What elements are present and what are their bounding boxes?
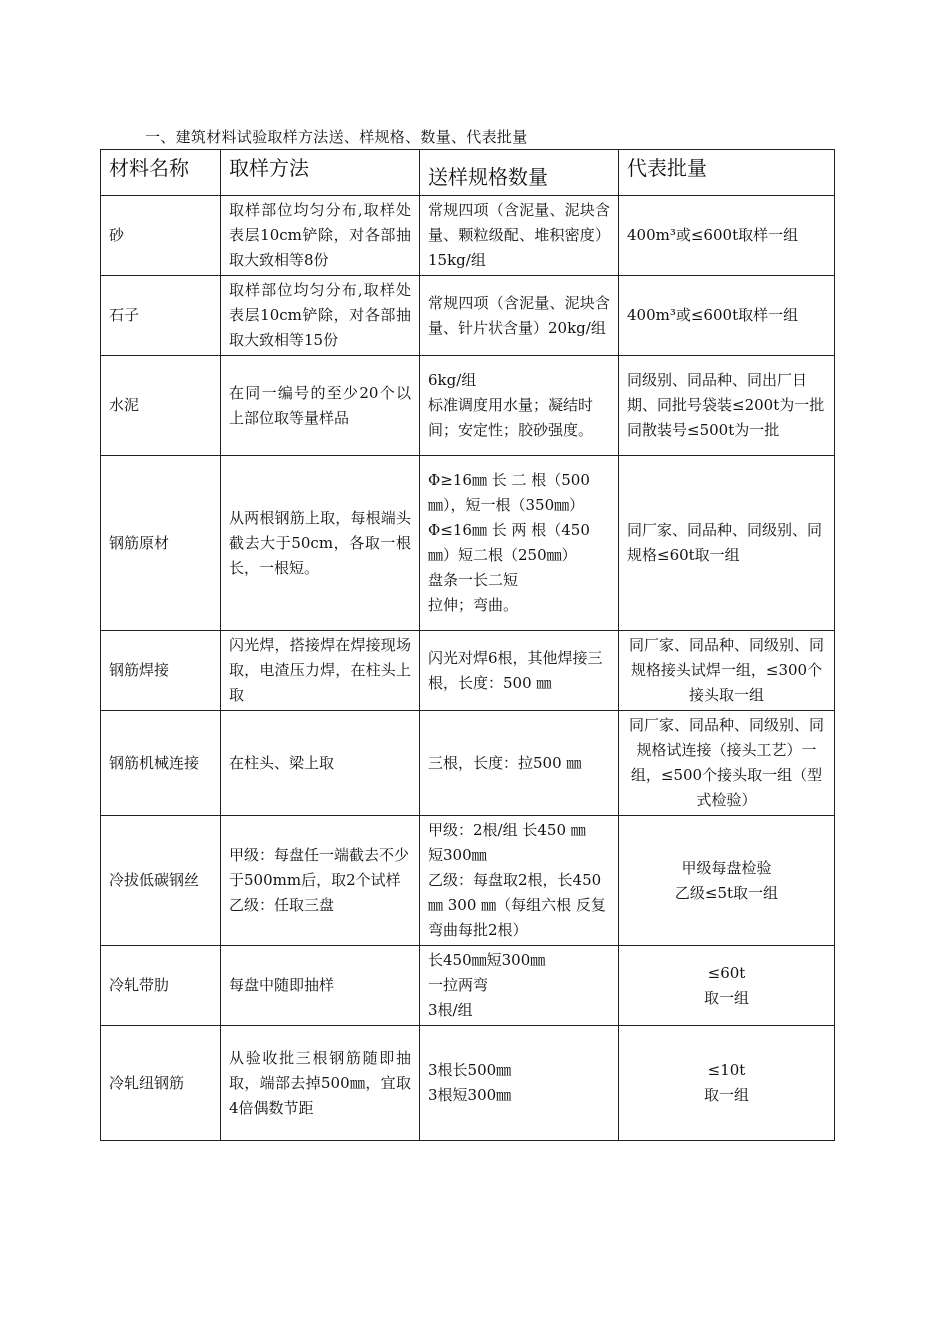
material-name: 钢筋焊接 (101, 631, 221, 711)
sampling-method: 甲级：每盘任一端截去不少于500mm后，取2个试样 乙级：任取三盘 (221, 816, 420, 946)
document-title: 一、建筑材料试验取样方法送、样规格、数量、代表批量 (145, 128, 528, 146)
sample-spec: 长450㎜短300㎜ 一拉两弯 3根/组 (420, 946, 619, 1026)
header-material-name: 材料名称 (101, 150, 221, 196)
material-name: 冷拔低碳钢丝 (101, 816, 221, 946)
sampling-method: 闪光焊，搭接焊在焊接现场取，电渣压力焊，在柱头上取 (221, 631, 420, 711)
sample-spec: 甲级：2根/组 长450 ㎜ 短300㎜ 乙级：每盘取2根，长450㎜ 300 ㎜（每组六根 反复弯曲每批2根） (420, 816, 619, 946)
table-row (101, 631, 835, 711)
header-batch: 代表批量 (619, 150, 835, 196)
table-row (101, 711, 835, 816)
table-row (101, 456, 835, 631)
sampling-method: 取样部位均匀分布,取样处表层10cm铲除，对各部抽取大致相等15份 (221, 276, 420, 356)
material-name: 冷轧纽钢筋 (101, 1026, 221, 1141)
sampling-method: 取样部位均匀分布,取样处表层10cm铲除，对各部抽取大致相等8份 (221, 196, 420, 276)
sample-spec: 三根，长度：拉500 ㎜ (420, 711, 619, 816)
batch-size: ≤60t 取一组 (619, 946, 835, 1026)
batch-size: 同厂家、同品种、同级别、同规格接头试焊一组，≤300个接头取一组 (619, 631, 835, 711)
batch-size: 同厂家、同品种、同级别、同规格试连接（接头工艺）一组，≤500个接头取一组（型式检验） (619, 711, 835, 816)
table-row (101, 816, 835, 946)
table-row (101, 196, 835, 276)
table-row (101, 946, 835, 1026)
sample-spec: 常规四项（含泥量、泥块含量、针片状含量）20kg/组 (420, 276, 619, 356)
sampling-method: 从两根钢筋上取，每根端头截去大于50cm，各取一根长，一根短。 (221, 456, 420, 631)
material-name: 冷轧带肋 (101, 946, 221, 1026)
material-name: 钢筋原材 (101, 456, 221, 631)
sample-spec: 6kg/组 标准调度用水量；凝结时间；安定性；胶砂强度。 (420, 356, 619, 456)
material-name: 砂 (101, 196, 221, 276)
sampling-table (100, 149, 835, 1141)
batch-size: 甲级每盘检验 乙级≤5t取一组 (619, 816, 835, 946)
batch-size: 同厂家、同品种、同级别、同规格≤60t取一组 (619, 456, 835, 631)
table-header-row (101, 150, 835, 196)
table-row (101, 1026, 835, 1141)
batch-size: ≤10t 取一组 (619, 1026, 835, 1141)
sample-spec: 3根长500㎜ 3根短300㎜ (420, 1026, 619, 1141)
sampling-method: 每盘中随即抽样 (221, 946, 420, 1026)
sample-spec: 常规四项（含泥量、泥块含量、颗粒级配、堆积密度）15kg/组 (420, 196, 619, 276)
header-sampling-method: 取样方法 (221, 150, 420, 196)
sampling-method: 在柱头、梁上取 (221, 711, 420, 816)
batch-size: 400m³或≤600t取样一组 (619, 196, 835, 276)
sample-spec: Φ≥16㎜ 长 二 根（500㎜），短一根（350㎜） Φ≤16㎜ 长 两 根（450㎜）短二根（250㎜） 盘条一长二短 拉伸；弯曲。 (420, 456, 619, 631)
header-sample-spec: 送样规格数量 (420, 150, 619, 196)
material-name: 水泥 (101, 356, 221, 456)
material-name: 石子 (101, 276, 221, 356)
sample-spec: 闪光对焊6根，其他焊接三根，长度：500 ㎜ (420, 631, 619, 711)
sampling-method: 在同一编号的至少20个以上部位取等量样品 (221, 356, 420, 456)
table-row (101, 356, 835, 456)
sampling-method: 从验收批三根钢筋随即抽取，端部去掉500㎜，宜取4倍偶数节距 (221, 1026, 420, 1141)
table-row (101, 276, 835, 356)
material-name: 钢筋机械连接 (101, 711, 221, 816)
batch-size: 400m³或≤600t取样一组 (619, 276, 835, 356)
batch-size: 同级别、同品种、同出厂日期、同批号袋装≤200t为一批 同散装号≤500t为一批 (619, 356, 835, 456)
